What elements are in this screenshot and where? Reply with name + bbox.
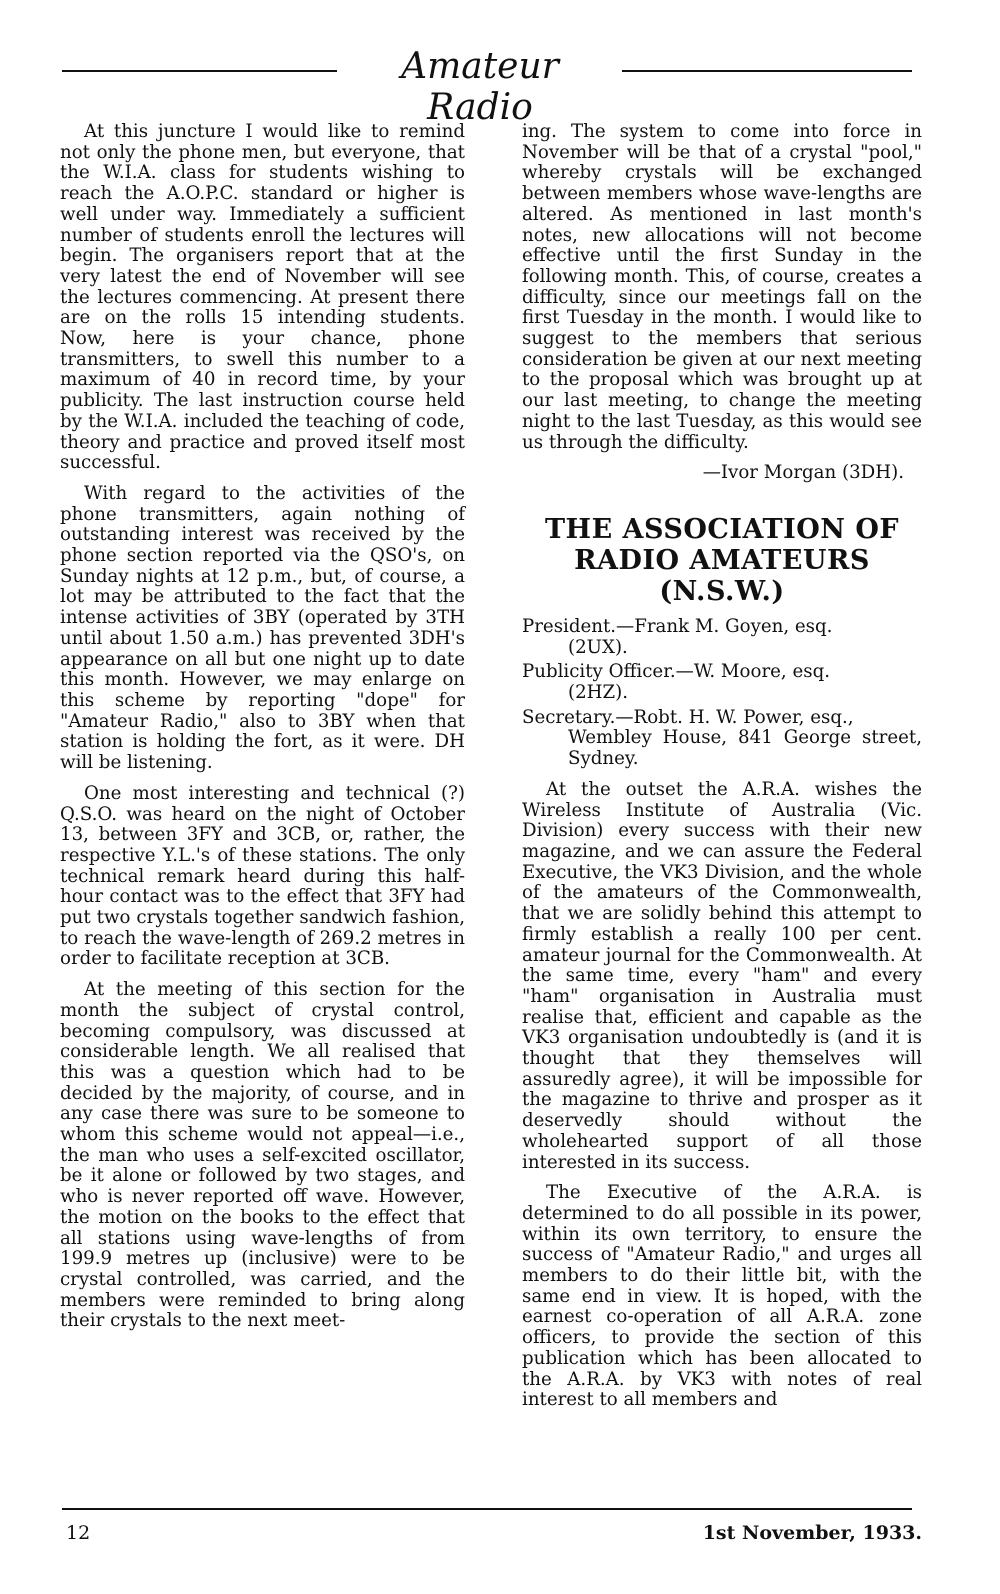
- paragraph: At the outset the A.R.A. wishes the Wireless Institute of Australia (Vic. Division) every success with their new magazine, and we can assure the Federal Executive, the VK3 Division, and the whole of the amateurs of the Commonwealth, that we are solidly behind this attempt to firmly establish a really 100 per cent. amateur journal for the Commonwealth. At the same time, every "ham" and every "ham" organisation in Australia must realise that, efficient and capable as the VK3 organisation undoubtedly is (and it is thought that they themselves will assuredly agree), it will be impossible for the magazine to thrive and prosper as it deservedly should without the wholehearted support of all those interested in its success.: [522, 778, 922, 1173]
- footer-rule: [62, 1508, 912, 1510]
- officer-president: [522, 617, 922, 658]
- officer-title: President.—Frank M. Goyen, esq.: [522, 615, 833, 637]
- section-heading: [522, 514, 922, 607]
- officer-title: Secretary.—Robt. H. W. Power, esq.,: [522, 706, 854, 728]
- paragraph: With regard to the activities of the phone transmitters, again nothing of outstanding interest was received by the phone section reported via the QSO's, on Sunday nights at 12 p.m., but, of course, a lot may be attributed to the fact that the intense activities of 3BY (operated by 3TH until about 1.50 a.m.) has prevented 3DH's appearance on all but one night up to date this month. However, we may enlarge on this scheme by reporting "dope" for "Amateur Radio," also to 3BY when that station is holding the fort, as it were. DH will be listening.: [60, 482, 465, 774]
- officer-detail: (2UX).: [568, 636, 628, 658]
- officer-title: Publicity Officer.—W. Moore, esq.: [522, 661, 830, 683]
- officer-detail: Wembley House, 841 George street, Sydney.: [568, 727, 922, 770]
- masthead-title: Amateur Radio: [401, 46, 559, 128]
- left-column: [60, 122, 465, 1342]
- section-heading-line: THE ASSOCIATION OF: [544, 513, 900, 545]
- section-heading-line: (N.S.W.): [659, 575, 785, 607]
- paragraph: At the meeting of this section for the month the subject of crystal control, becoming compulsory, was discussed at considerable length. We all realised that this was a question which had to be decided by the majority, of course, and in any case there was sure to be someone to whom this scheme would not appeal—i.e., the man who uses a self-excited oscillator, be it alone or followed by two stages, and who is never reported off wave. However, the motion on the books to the effect that all stations using wave-lengths of from 199.9 metres up (inclusive) were to be crystal controlled, was carried, and the members were reminded to bring along their crystals to the next meet-: [60, 979, 465, 1332]
- masthead: [62, 44, 912, 128]
- paragraph: At this juncture I would like to remind not only the phone men, but everyone, that the W.I.A. class for students wishing to reach the A.O.P.C. standard or higher is well under way. Immediately a sufficient number of students enroll the lectures will begin. The organisers report that at the very latest the end of November will see the lectures commencing. At present there are on the rolls 15 intending students. Now, here is your chance, phone transmitters, to swell this number to a maximum of 40 in record time, by your publicity. The last instruction course held by the W.I.A. included the teaching of code, theory and practice and proved itself most successful.: [60, 121, 465, 474]
- officer-detail: (2HZ).: [568, 682, 629, 704]
- section-heading-line: RADIO AMATEURS: [574, 544, 870, 576]
- paragraph: The Executive of the A.R.A. is determined to do all possible in its power, within its own territory, to ensure the success of "Amateur Radio," and urges all members to do their little bit, with the same end in view. It is hoped, with the earnest co-operation of all A.R.A. zone officers, to provide the section of this publication which has been allocated to the A.R.A. by VK3 with notes of real interest to all members and: [522, 1182, 922, 1411]
- page-number: 12: [66, 1522, 91, 1544]
- masthead-rule-left: [62, 70, 337, 72]
- issue-date: 1st November, 1933.: [702, 1522, 922, 1544]
- paragraph: One most interesting and technical (?) Q.S.O. was heard on the night of October 13, between 3FY and 3CB, or, rather, the respective Y.L.'s of these stations. The only technical remark heard during this half-hour contact was to the effect that 3FY had put two crystals together sandwich fashion, to reach the wave-length of 269.2 metres in order to facilitate reception at 3CB.: [60, 782, 465, 970]
- officer-publicity: [522, 662, 922, 703]
- continued-paragraph: ing. The system to come into force in November will be that of a crystal "pool," whereby crystals will be exchanged between members whose wave-lengths are altered. As mentioned in last month's notes, new allocations will not become effective until the first Sunday in the following month. This, of course, creates a difficulty, since our meetings fall on the first Tuesday in the month. I would like to suggest to the members that serious consideration be given at our next meeting to the proposal which was brought up at our last meeting, to change the meeting night to the last Tuesday, as this would see us through the difficulty.: [522, 121, 922, 453]
- right-column: [522, 122, 922, 1411]
- masthead-rule-right: [622, 70, 912, 72]
- officer-secretary: [522, 708, 922, 770]
- author-signature: —Ivor Morgan (3DH).: [702, 462, 904, 484]
